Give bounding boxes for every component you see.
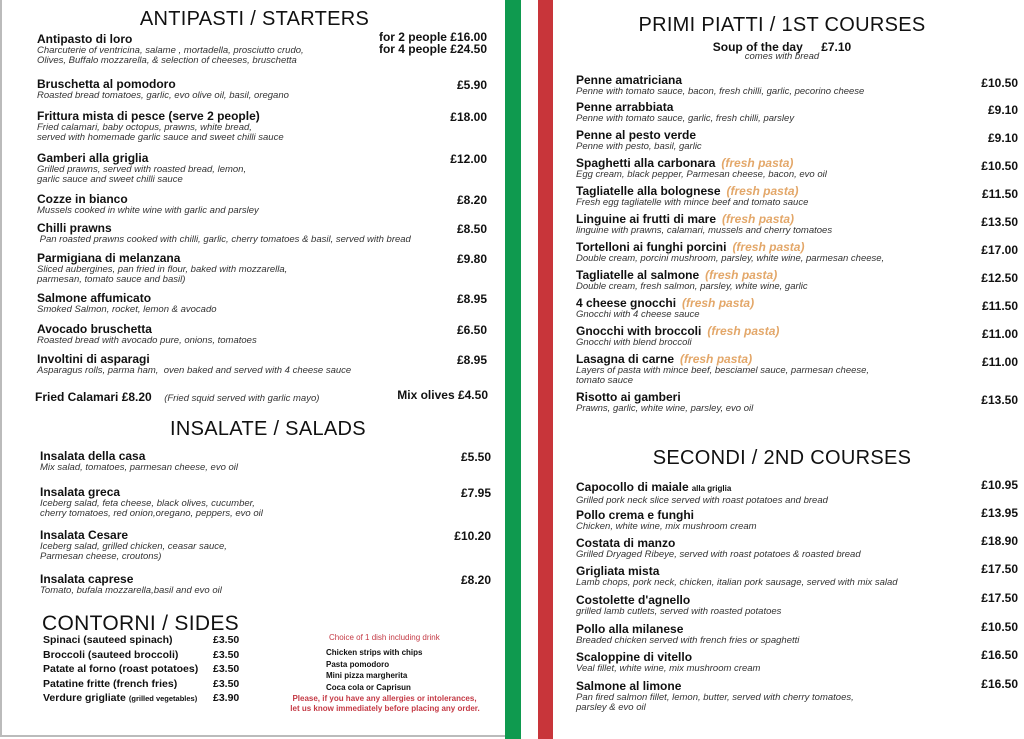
menu-item bbox=[576, 297, 754, 320]
item-desc: Penne with pesto, basil, garlic bbox=[576, 141, 702, 152]
side-name: Spinaci (sauteed spinach) bbox=[43, 634, 173, 646]
menu-item bbox=[576, 481, 828, 506]
item-price: £13.50 bbox=[981, 393, 1018, 407]
item-name bbox=[576, 651, 760, 663]
item-desc: Fresh egg tagliatelle with mince beef and tomato sauce bbox=[576, 197, 809, 208]
item-name bbox=[37, 323, 257, 335]
item-name-text: Avocado bruschetta bbox=[37, 322, 152, 336]
item-name bbox=[37, 193, 259, 205]
side-name: Broccoli (sauteed broccoli) bbox=[43, 648, 179, 661]
item-desc: linguine with prawns, calamari, mussels and cherry tomatoes bbox=[576, 225, 833, 236]
item-price: £16.50 bbox=[981, 648, 1018, 662]
item-name bbox=[576, 680, 854, 692]
item-desc: Breaded chicken served with french fries or spaghetti bbox=[576, 635, 800, 646]
item-desc: Charcuterie of ventricina, salame , mortadella, prosciutto crudo, Olives, Buffalo mozzarella, & selection of cheeses, bruschetta bbox=[37, 45, 304, 66]
allergy-notice-1: Please, if you have any allergies or intolerances, bbox=[292, 694, 477, 703]
menu-item bbox=[576, 391, 753, 414]
item-desc: Layers of pasta with mince beef, besciamel sauce, parmesan cheese, tomato sauce bbox=[576, 365, 870, 386]
item-price: £10.50 bbox=[981, 620, 1018, 634]
item-name bbox=[40, 486, 263, 498]
item-price: £6.50 bbox=[456, 323, 487, 337]
item-desc: Smoked Salmon, rocket, lemon & avocado bbox=[37, 304, 217, 315]
item-desc: Mussels cooked in white wine with garlic and parsley bbox=[37, 205, 259, 216]
item-desc: Roasted bread with avocado pure, onions, tomatoes bbox=[37, 335, 257, 346]
secondi-heading: SECONDI / 2ND COURSES bbox=[652, 447, 912, 469]
item-name-text: Penne amatriciana bbox=[576, 73, 683, 87]
item-name bbox=[576, 325, 779, 337]
fresh-pasta-tag: (fresh pasta) bbox=[732, 240, 805, 254]
item-name-text: Penne arrabbiata bbox=[576, 100, 674, 114]
item-price: £18.00 bbox=[450, 110, 487, 124]
item-desc: grilled lamb cutlets, served with roasted potatoes bbox=[576, 606, 782, 617]
soup-name: Soup of the day bbox=[712, 40, 803, 54]
menu-item bbox=[37, 152, 246, 184]
item-name-text: Tagliatelle alla bolognese bbox=[576, 184, 721, 198]
item-name-text: Tortelloni ai funghi porcini bbox=[576, 240, 727, 254]
side-item bbox=[43, 634, 173, 646]
item-note: alla griglia bbox=[691, 484, 732, 493]
item-name bbox=[576, 353, 869, 365]
menu-item bbox=[576, 129, 702, 152]
antipasti-heading: ANTIPASTI / STARTERS bbox=[139, 8, 370, 30]
flag-red-stripe bbox=[538, 0, 553, 739]
item-name-text: Pollo alla milanese bbox=[576, 622, 684, 636]
item-name bbox=[576, 241, 884, 253]
item-name bbox=[576, 565, 898, 577]
item-name bbox=[576, 594, 781, 606]
item-name bbox=[576, 481, 828, 495]
side-name: Patatine fritte (french fries) bbox=[43, 677, 178, 690]
item-name-text: Risotto ai gamberi bbox=[576, 390, 681, 404]
side-note: (grilled vegetables) bbox=[128, 694, 198, 703]
item-name bbox=[576, 391, 753, 403]
item-name-text: Capocollo di maiale bbox=[576, 480, 689, 494]
menu-item bbox=[576, 623, 799, 646]
item-name-text: Insalata Cesare bbox=[40, 528, 129, 542]
item-desc: Iceberg salad, feta cheese, black olives, cucumber, cherry tomatoes, red onion,oregano, peppers, evo oil bbox=[40, 498, 263, 519]
side-item bbox=[43, 692, 197, 704]
contorni-heading: CONTORNI / SIDES bbox=[42, 612, 239, 635]
item-price: £10.50 bbox=[981, 159, 1018, 173]
fried-calamari bbox=[35, 388, 319, 406]
insalate-heading: INSALATE / SALADS bbox=[170, 418, 366, 440]
item-name-text: Costolette d'agnello bbox=[576, 593, 691, 607]
item-name bbox=[576, 537, 861, 549]
item-price: £17.00 bbox=[981, 243, 1018, 257]
item-price: £10.20 bbox=[454, 529, 491, 543]
side-price: £3.50 bbox=[213, 648, 240, 661]
item-price: £8.20 bbox=[460, 573, 491, 587]
item-name-text: Scaloppine di vitello bbox=[576, 650, 693, 664]
kids-heading: Choice of 1 dish including drink bbox=[329, 633, 440, 642]
item-name-text: Antipasto di loro bbox=[37, 32, 133, 46]
item-desc: Fried calamari, baby octopus, prawns, white bread, served with homemade garlic sauce and sweet chilli sauce bbox=[37, 122, 284, 143]
item-name bbox=[576, 623, 799, 635]
menu-item bbox=[576, 269, 808, 292]
menu-item bbox=[576, 565, 898, 588]
item-desc: Pan roasted prawns cooked with chilli, garlic, cherry tomatoes & basil, served with bread bbox=[37, 234, 411, 245]
item-name-text: Insalata della casa bbox=[40, 449, 146, 463]
menu-item bbox=[576, 651, 760, 674]
item-desc: Chicken, white wine, mix mushroom cream bbox=[576, 521, 757, 532]
item-name bbox=[576, 509, 757, 521]
fresh-pasta-tag: (fresh pasta) bbox=[705, 268, 778, 282]
side-price: £3.50 bbox=[213, 634, 240, 646]
item-name-text: Tagliatelle al salmone bbox=[576, 268, 700, 282]
item-desc: Lamb chops, pork neck, chicken, italian pork sausage, served with mix salad bbox=[576, 577, 898, 588]
item-name bbox=[576, 213, 832, 225]
item-name-text: Grigliata mista bbox=[576, 564, 660, 578]
item-name-text: Parmigiana di melanzana bbox=[37, 251, 181, 265]
right-menu-page bbox=[553, 0, 1024, 739]
fresh-pasta-tag: (fresh pasta) bbox=[682, 296, 755, 310]
item-price: £12.50 bbox=[981, 271, 1018, 285]
mix-olives: Mix olives £4.50 bbox=[397, 388, 488, 402]
kids-item: Coca cola or Caprisun bbox=[326, 682, 411, 692]
item-name bbox=[576, 185, 808, 197]
soup-desc: comes with bread bbox=[744, 51, 820, 62]
item-desc: Double cream, porcini mushroom, parsley, white wine, parmesan cheese, bbox=[576, 253, 885, 264]
primi-heading: PRIMI PIATTI / 1ST COURSES bbox=[638, 14, 926, 36]
item-desc: Gnocchi with 4 cheese sauce bbox=[576, 309, 700, 320]
item-name bbox=[576, 101, 794, 113]
item-name bbox=[576, 74, 864, 86]
menu-item bbox=[576, 241, 884, 264]
item-name-text: Penne al pesto verde bbox=[576, 128, 697, 142]
allergy-notice-2: let us know immediately before placing any order. bbox=[290, 704, 480, 713]
item-name-text: Salmone al limone bbox=[576, 679, 682, 693]
item-price-2: for 4 people £24.50 bbox=[378, 42, 487, 56]
item-desc: Double cream, fresh salmon, parsley, white wine, garlic bbox=[576, 281, 808, 292]
fresh-pasta-tag: (fresh pasta) bbox=[680, 352, 753, 366]
item-name bbox=[37, 152, 246, 164]
item-name-text: Gnocchi with broccoli bbox=[576, 324, 702, 338]
item-desc: Asparagus rolls, parma ham, oven baked and served with 4 cheese sauce bbox=[37, 365, 352, 376]
side-item bbox=[43, 678, 177, 690]
menu-item bbox=[37, 33, 304, 65]
fried-calamari-name: Fried Calamari £8.20 bbox=[35, 390, 152, 404]
soup-price: £7.10 bbox=[821, 40, 852, 54]
item-name bbox=[40, 450, 238, 462]
item-price: £13.95 bbox=[981, 506, 1018, 520]
item-desc: Egg cream, black pepper, Parmesan cheese, bacon, evo oil bbox=[576, 169, 827, 180]
item-desc: Gnocchi with blend broccoli bbox=[576, 337, 692, 348]
item-price: £11.00 bbox=[981, 327, 1018, 341]
item-name bbox=[576, 297, 754, 309]
menu-item bbox=[40, 529, 227, 561]
item-price: £7.95 bbox=[460, 486, 491, 500]
item-desc: Prawns, garlic, white wine, parsley, evo oil bbox=[576, 403, 754, 414]
menu-item bbox=[576, 325, 779, 348]
menu-item bbox=[37, 323, 257, 346]
side-item bbox=[43, 663, 198, 675]
item-name-text: 4 cheese gnocchi bbox=[576, 296, 677, 310]
item-price: £16.50 bbox=[981, 677, 1018, 691]
menu-item bbox=[37, 110, 284, 142]
item-name-text: Insalata caprese bbox=[40, 572, 134, 586]
item-name-text: Frittura mista di pesce (serve 2 people) bbox=[37, 109, 260, 123]
item-price: £11.50 bbox=[981, 299, 1018, 313]
flag-green-stripe bbox=[505, 0, 521, 739]
item-desc: Sliced aubergines, pan fried in flour, baked with mozzarella, parmesan, tomato sauce and basil) bbox=[37, 264, 288, 285]
item-name-text: Costata di manzo bbox=[576, 536, 676, 550]
item-name-text: Spaghetti alla carbonara bbox=[576, 156, 716, 170]
menu-item bbox=[576, 353, 869, 385]
item-name bbox=[40, 529, 227, 541]
item-price: £12.00 bbox=[450, 152, 487, 166]
item-name-text: Lasagna di carne bbox=[576, 352, 675, 366]
fresh-pasta-tag: (fresh pasta) bbox=[707, 324, 780, 338]
item-desc: Iceberg salad, grilled chicken, ceasar sauce, Parmesan cheese, croutons) bbox=[40, 541, 227, 562]
item-name bbox=[37, 353, 351, 365]
item-name-text: Insalata greca bbox=[40, 485, 121, 499]
menu-item bbox=[40, 573, 222, 596]
kids-item: Pasta pomodoro bbox=[326, 659, 390, 669]
menu-item bbox=[37, 292, 217, 315]
item-price: £17.50 bbox=[981, 591, 1018, 605]
item-desc: Grilled Dryaged Ribeye, served with roast potatoes & roasted bread bbox=[576, 549, 861, 560]
item-desc: Roasted bread tomatoes, garlic, evo olive oil, basil, oregano bbox=[37, 90, 289, 101]
menu-item bbox=[576, 185, 808, 208]
item-price: £11.50 bbox=[981, 187, 1018, 201]
item-desc: Mix salad, tomatoes, parmesan cheese, evo oil bbox=[40, 462, 239, 473]
item-name-text: Cozze in bianco bbox=[37, 192, 128, 206]
menu-item bbox=[576, 157, 827, 180]
menu-item bbox=[576, 680, 854, 712]
fried-calamari-desc: (Fried squid served with garlic mayo) bbox=[164, 393, 320, 404]
side-price: £3.50 bbox=[213, 663, 240, 675]
menu-item bbox=[576, 101, 794, 124]
menu-item bbox=[576, 509, 757, 532]
item-desc: Pan fired salmon fillet, lemon, butter, served with cherry tomatoes, parsley & evo oil bbox=[576, 692, 854, 713]
item-name bbox=[37, 78, 289, 90]
side-item bbox=[43, 649, 178, 661]
item-name-text: Salmone affumicato bbox=[37, 291, 152, 305]
kids-item: Chicken strips with chips bbox=[326, 648, 423, 657]
menu-item bbox=[37, 193, 259, 216]
side-price: £3.50 bbox=[213, 677, 240, 690]
item-price: £5.50 bbox=[460, 450, 491, 464]
item-name-text: Pollo crema e funghi bbox=[576, 508, 695, 522]
item-desc: Grilled prawns, served with roasted bread, lemon, garlic sauce and sweet chilli sauce bbox=[37, 164, 247, 185]
fresh-pasta-tag: (fresh pasta) bbox=[721, 156, 794, 170]
item-price: £5.90 bbox=[456, 78, 487, 92]
item-price: £17.50 bbox=[981, 562, 1018, 576]
item-desc: Grilled pork neck slice served with roast potatoes and bread bbox=[576, 495, 828, 506]
item-name-text: Involtini di asparagi bbox=[37, 352, 150, 366]
item-price: £8.95 bbox=[456, 292, 487, 306]
item-name bbox=[37, 110, 284, 122]
item-price: for 2 people £16.00 bbox=[378, 30, 487, 44]
item-desc: Tomato, bufala mozzarella,basil and evo oil bbox=[40, 585, 222, 596]
item-name bbox=[576, 157, 827, 169]
menu-item bbox=[37, 78, 289, 101]
item-price: £9.80 bbox=[456, 252, 487, 266]
menu-item bbox=[37, 222, 411, 245]
menu-item bbox=[576, 213, 832, 236]
menu-item bbox=[576, 537, 861, 560]
item-name-text: Bruschetta al pomodoro bbox=[37, 77, 176, 91]
kids-item: Mini pizza margherita bbox=[326, 671, 408, 680]
item-price: £9.10 bbox=[987, 131, 1018, 145]
item-desc: Penne with tomato sauce, garlic, fresh chilli, parsley bbox=[576, 113, 795, 124]
side-name: Verdure grigliate bbox=[43, 692, 126, 704]
menu-item bbox=[40, 450, 238, 473]
item-name bbox=[576, 129, 702, 141]
item-price: £11.00 bbox=[981, 355, 1018, 369]
item-name bbox=[37, 252, 287, 264]
item-desc: Veal fillet, white wine, mix mushroom cream bbox=[576, 663, 761, 674]
item-name-text: Linguine ai frutti di mare bbox=[576, 212, 717, 226]
item-desc: Penne with tomato sauce, bacon, fresh chilli, garlic, pecorino cheese bbox=[576, 86, 865, 97]
item-name bbox=[40, 573, 222, 585]
fresh-pasta-tag: (fresh pasta) bbox=[722, 212, 795, 226]
item-name bbox=[37, 33, 304, 45]
menu-item bbox=[576, 594, 781, 617]
item-name-text: Gamberi alla griglia bbox=[37, 151, 149, 165]
item-price: £13.50 bbox=[981, 215, 1018, 229]
flag-white-stripe bbox=[521, 0, 538, 739]
side-price: £3.90 bbox=[213, 692, 240, 704]
item-name bbox=[37, 222, 411, 234]
item-price: £8.20 bbox=[456, 193, 487, 207]
item-name-text: Chilli prawns bbox=[37, 221, 112, 235]
menu-item bbox=[37, 353, 351, 376]
menu-item bbox=[40, 486, 263, 518]
item-name bbox=[37, 292, 217, 304]
menu-item bbox=[37, 252, 287, 284]
item-name bbox=[576, 269, 808, 281]
item-price: £8.50 bbox=[456, 222, 487, 236]
item-price: £10.95 bbox=[981, 478, 1018, 492]
fresh-pasta-tag: (fresh pasta) bbox=[726, 184, 799, 198]
menu-item bbox=[576, 74, 864, 97]
item-price: £18.90 bbox=[981, 534, 1018, 548]
side-name: Patate al forno (roast potatoes) bbox=[43, 663, 199, 675]
item-price: £10.50 bbox=[981, 76, 1018, 90]
item-price: £9.10 bbox=[987, 103, 1018, 117]
item-price: £8.95 bbox=[456, 353, 487, 367]
left-menu-page bbox=[0, 0, 505, 737]
